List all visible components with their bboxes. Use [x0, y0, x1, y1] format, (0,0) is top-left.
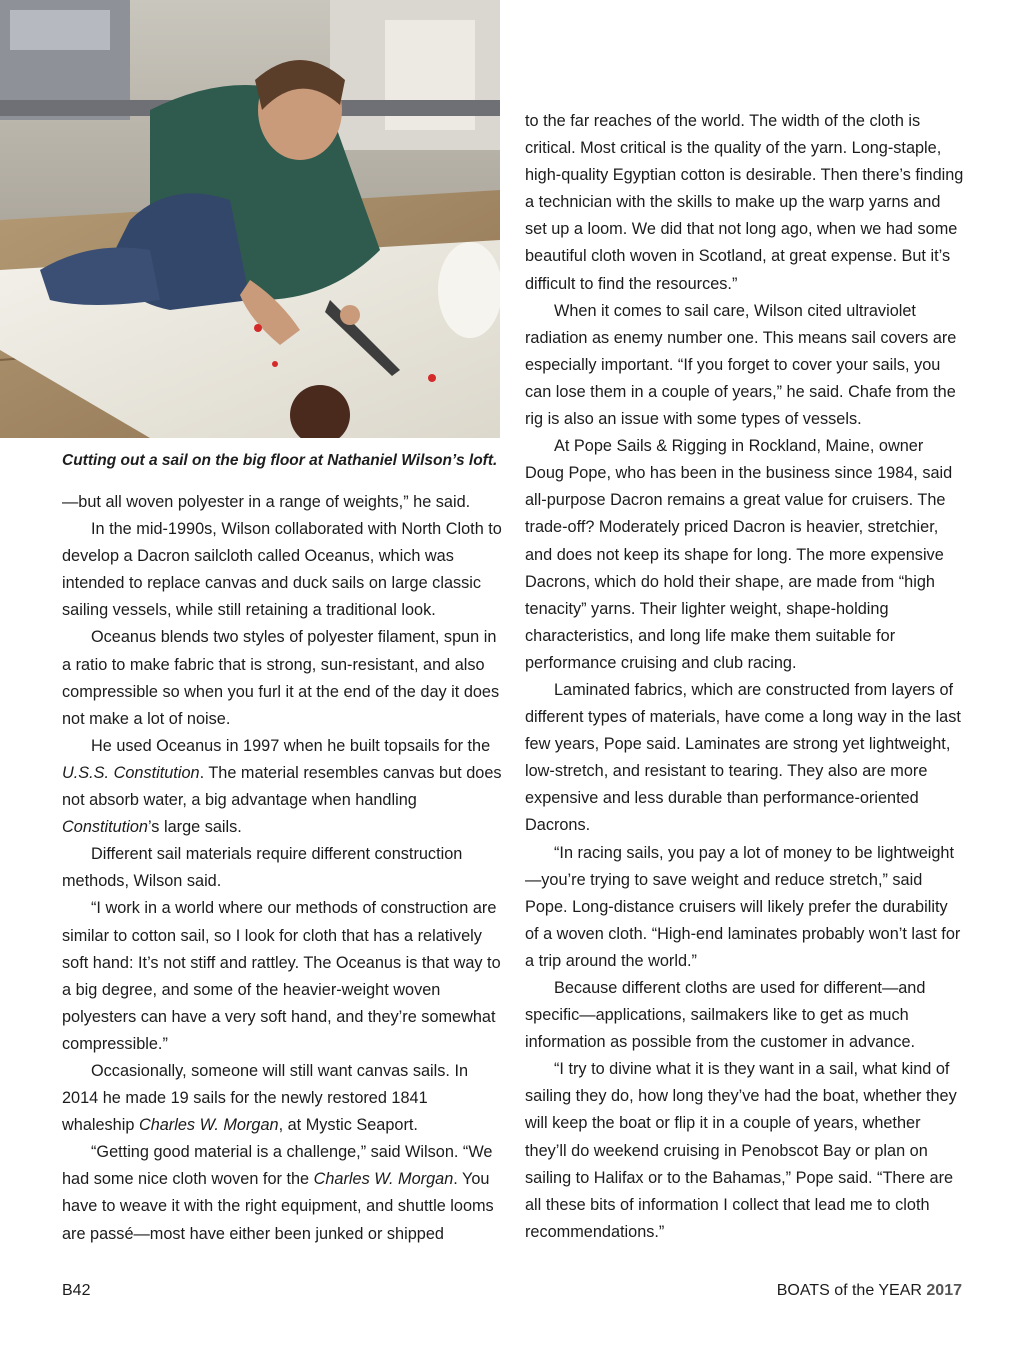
- pin-icon: [254, 324, 262, 332]
- paragraph: Laminated fabrics, which are constructed from layers of different types of materials, have come a long way in the last few years, Pope said. Laminates are strong yet lightweight, low-stretch, and resistant to tearing. They also are more expensive and less durable than performance-oriented Dacrons.: [525, 680, 961, 835]
- photo-caption: Cutting out a sail on the big floor at Nathaniel Wilson’s loft.: [62, 452, 498, 469]
- paragraph: “I work in a world where our methods of construction are similar to cotton sail, so I look for cloth that has a relatively soft hand: It’s not stiff and rattley. The Oceanus is that way to a big degree, and some of the heavier-weight woven polyesters can have a very soft hand, and they’re somewhat compressible.”: [62, 899, 501, 1053]
- ship-name: Constitution: [62, 818, 148, 837]
- photo-illustration: [0, 0, 500, 438]
- paragraph: to the far reaches of the world. The width of the cloth is critical. Most critical is the quality of the yarn. Long-staple, high-quality Egyptian cotton is desirable. Then there’s finding a technician with the skills to make up the warp yarns and set up a loom. We did that not long ago, when we had some beautiful cloth woven in Scotland, at great expense. But it’s difficult to find the resources.”: [525, 112, 964, 293]
- page-number: B42: [62, 1282, 91, 1299]
- paragraph: Occasionally, someone will still want canvas sails. In 2014 he made 19 sails for the newly restored 1841 whaleship Charles W. Morgan, at Mystic Seaport.: [62, 1061, 469, 1135]
- pin-icon: [272, 361, 278, 367]
- pin-icon: [428, 374, 436, 382]
- publication-year: 2017: [926, 1282, 962, 1299]
- sailmaker-photo: [0, 0, 500, 438]
- right-column: [525, 108, 965, 1246]
- paragraph: In the mid-1990s, Wilson collaborated with North Cloth to develop a Dacron sailcloth called Oceanus, which was intended to replace canvas and duck sails on large classic sailing vessels, while still retaining a traditional look.: [62, 520, 502, 620]
- paragraph: Different sail materials require different construction methods, Wilson said.: [62, 845, 463, 891]
- paragraph: Because different cloths are used for different—and specific—applications, sailmakers like to get as much information as possible from the customer in advance.: [525, 979, 926, 1052]
- paragraph: “Getting good material is a challenge,” said Wilson. “We had some nice cloth woven for the Charles W. Morgan. You have to weave it with the right equipment, and shuttle looms are passé—most have either been junked or shipped: [62, 1143, 494, 1243]
- paragraph: When it comes to sail care, Wilson cited ultraviolet radiation as enemy number one. This means sail covers are especially important. “If you forget to cover your sails, you can lose them in a couple of years,” he said. Chafe from the rig is also an issue with some types of vessels.: [525, 301, 957, 429]
- paragraph: “In racing sails, you pay a lot of money to be lightweight—you’re trying to save weight and reduce stretch,” said Pope. Long-distance cruisers will likely prefer the durability of a woven cloth. “High-end laminates probably won’t last for a trip around the world.”: [525, 843, 961, 970]
- paragraph: At Pope Sails & Rigging in Rockland, Maine, owner Doug Pope, who has been in the business since 1984, said all-purpose Dacron remains a great value for cruisers. The trade-off? Moderately priced Dacron is heavier, stretchier, and does not keep its shape for long. The more expensive Dacrons, which do hold their shape, are made from “high tenacity” yarns. Their lighter weight, shape-holding characteristics, and long life make them suitable for performance cruising and club racing.: [525, 437, 953, 672]
- ship-name: U.S.S. Constitution: [62, 763, 200, 782]
- ship-name: Charles W. Morgan: [138, 1116, 279, 1135]
- publication-title: BOATS of the YEAR: [776, 1282, 927, 1299]
- cloth-roll: [438, 242, 500, 338]
- paragraph: —but all woven polyester in a range of weights,” he said.: [62, 493, 471, 511]
- ship-name: Charles W. Morgan: [313, 1170, 454, 1189]
- paragraph: He used Oceanus in 1997 when he built topsails for the U.S.S. Constitution. The material resembles canvas but does not absorb water, a big advantage when handling Constitution’s large sails.: [62, 736, 502, 837]
- publication-footer: [777, 1282, 962, 1300]
- paragraph: “I try to divine what it is they want in a sail, what kind of sailing they do, how long they’ve had the boat, whether they will keep the boat or flip it in a couple of years, whether they’ll do weekend cruising in Penobscot Bay or plan on sailing to Halifax or to the Bahamas,” Pope said. “There are all these bits of information I collect that lead me to cloth recommendations.”: [525, 1060, 957, 1241]
- paragraph: Oceanus blends two styles of polyester filament, spun in a ratio to make fabric that is strong, sun-resistant, and also compressible so when you furl it at the end of the day it does not make a lot of noise.: [62, 628, 500, 728]
- left-column: [62, 489, 502, 1248]
